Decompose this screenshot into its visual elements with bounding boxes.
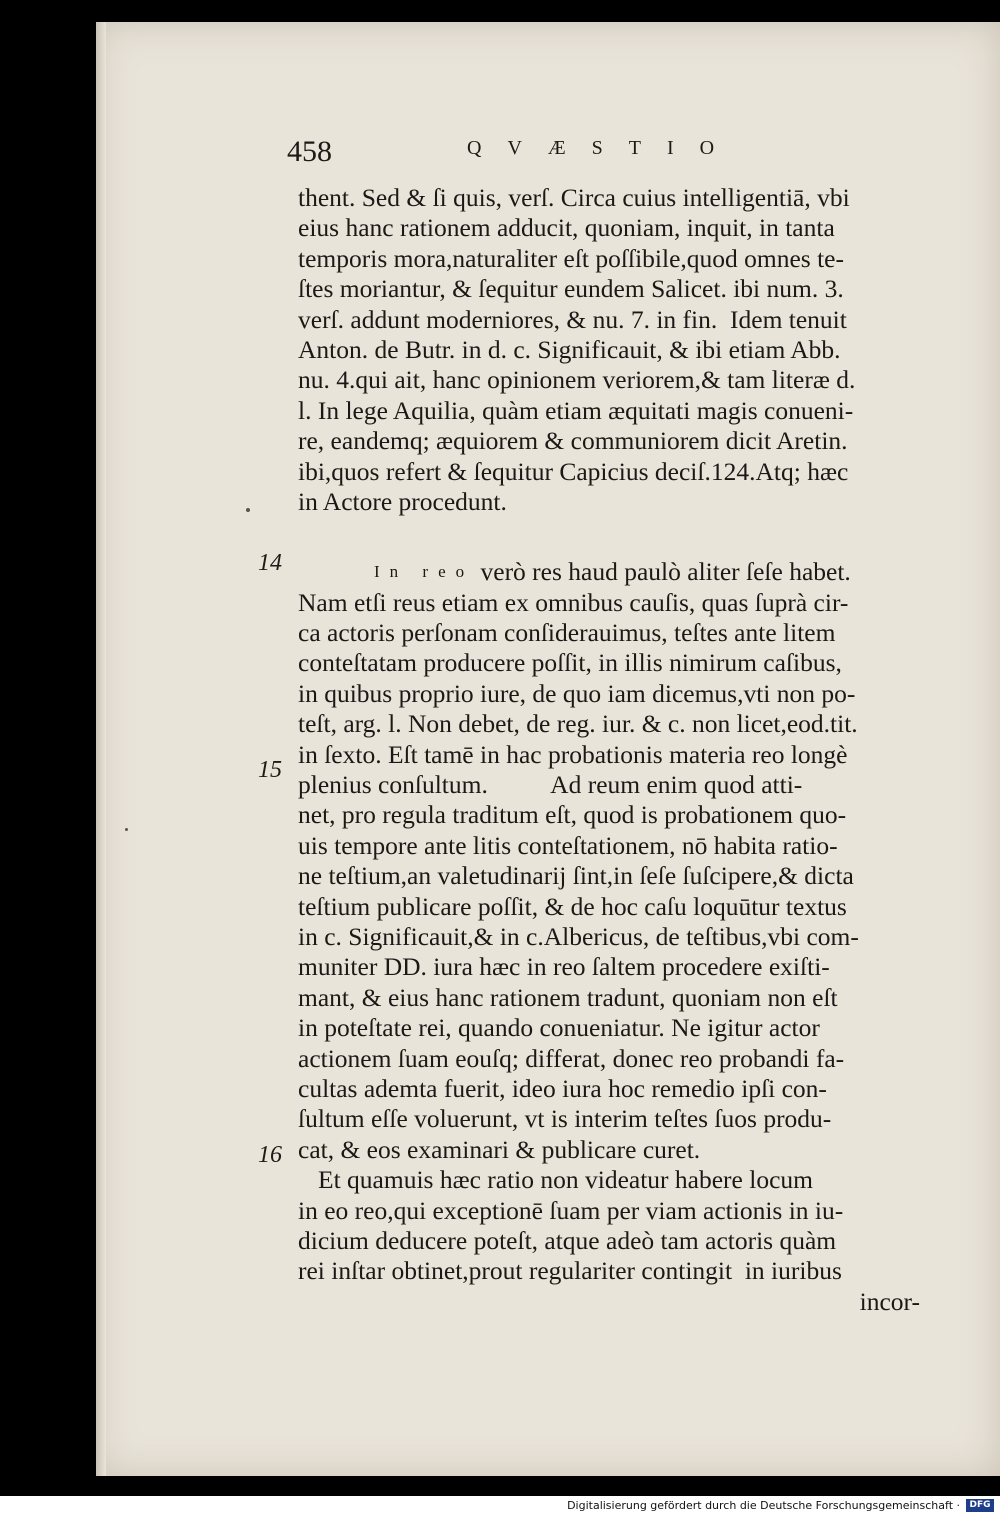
text-line: in eo reo,qui exceptionē ſuam per viam actionis in iu- [298, 1195, 844, 1225]
text-line: teſtium publicare poſſit, & de hoc caſu loquūtur textus [298, 891, 847, 921]
text-line: net, pro regula traditum eſt, quod is probationem quo- [298, 800, 847, 830]
text-line: ne teſtium,an valetudinarij ſint,in ſeſe ſuſcipere,& dicta [298, 861, 854, 891]
margin-number-15: 15 [258, 757, 282, 783]
text-line: muniter DD. iura hæc in reo ſaltem procedere exiſti- [298, 952, 830, 982]
text-line: In reo verò res haud paulò aliter ſeſe habet. [374, 557, 851, 587]
text-line: in ſexto. Eſt tamē in hac probationis materia reo longè [298, 739, 848, 769]
text-line: uis tempore ante litis conteſtationem, nō habita ratio- [298, 830, 838, 860]
paragraph-1 [298, 183, 920, 517]
footer-bar [0, 1496, 1000, 1516]
running-title: QVÆSTIO [467, 137, 741, 159]
text-line: actionem ſuam eouſq; differat, donec reo probandi fa- [298, 1043, 845, 1073]
text-line: Et quamuis hæc ratio non videatur habere locum [318, 1165, 813, 1195]
text-line: conteſtatam producere poſſit, in illis nimirum caſibus, [298, 648, 842, 678]
margin-number-14: 14 [258, 550, 282, 576]
text-line: in poteſtate rei, quando conueniatur. Ne igitur actor [298, 1013, 820, 1043]
lead-words: In reo [374, 562, 475, 582]
funding-credit: Digitalisierung gefördert durch die Deutsche Forschungsgemeinschaft · [567, 1499, 960, 1512]
margin-number-16: 16 [258, 1142, 282, 1168]
text-line: thent. Sed & ſi quis, verſ. Circa cuius intelligentiā, vbi [298, 183, 850, 212]
dfg-logo-icon: DFG [966, 1499, 994, 1512]
text-line: in Actore procedunt. [298, 486, 507, 516]
text-line: nu. 4.qui ait, hanc opinionem veriorem,& tam literæ d. [298, 365, 856, 395]
text-line: l. In lege Aquilia, quàm etiam æquitati magis conueni- [298, 395, 854, 425]
text-line: in c. Significauit,& in c.Albericus, de teſtibus,vbi com- [298, 921, 859, 951]
text-line: eius hanc rationem adducit, quoniam, inquit, in tanta [298, 213, 835, 243]
text-line: rei inſtar obtinet,prout regulariter contingit in iuribus [298, 1256, 842, 1286]
page-number: 458 [287, 135, 332, 168]
text-line: cat, & eos examinari & publicare curet. [298, 1134, 701, 1164]
running-head [287, 135, 887, 175]
text-line: re, eandemq; æquiorem & communiorem dicit Aretin. [298, 426, 848, 456]
catchword-line [298, 1287, 920, 1317]
paragraph-3 [298, 1165, 920, 1317]
text-line: plenius conſultum. Ad reum enim quod atti- [298, 770, 803, 800]
ink-speck [246, 508, 250, 512]
text-line: ca actoris perſonam conſiderauimus, teſtes ante litem [298, 618, 836, 648]
text-line: Nam etſi reus etiam ex omnibus cauſis, quas ſuprà cir- [298, 587, 849, 617]
text-line: Anton. de Butr. in d. c. Significauit, & ibi etiam Abb. [298, 334, 841, 364]
text-line: ſultum eſſe voluerunt, vt is interim teſtes ſuos produ- [298, 1104, 832, 1134]
text-block [298, 183, 920, 1317]
text-line: ſtes moriantur, & ſequitur eundem Salicet. ibi num. 3. [298, 274, 844, 304]
text-line: dicium deducere poteſt, atque adeò tam actoris quàm [298, 1225, 837, 1255]
ink-speck [125, 828, 128, 831]
text-line: verſ. addunt moderniores, & nu. 7. in fin. Idem tenuit [298, 304, 847, 334]
text-line: in quibus proprio iure, de quo iam dicemus,vti non po- [298, 678, 856, 708]
text-line: ibi,quos refert & ſequitur Capicius deciſ.124.Atq; hæc [298, 456, 849, 486]
text-line: cultas ademta fuerit, ideo iura hoc remedio ipſi con- [298, 1073, 827, 1103]
text-line: teſt, arg. l. Non debet, de reg. iur. & c. non licet,eod.tit. [298, 709, 858, 739]
text-line: temporis mora,naturaliter eſt poſſibile,quod omnes te- [298, 243, 844, 273]
page-gutter [96, 22, 106, 1476]
paragraph-2 [298, 557, 920, 1165]
catchword: incor- [859, 1286, 920, 1316]
text-line: mant, & eius hanc rationem tradunt, quoniam non eſt [298, 982, 838, 1012]
